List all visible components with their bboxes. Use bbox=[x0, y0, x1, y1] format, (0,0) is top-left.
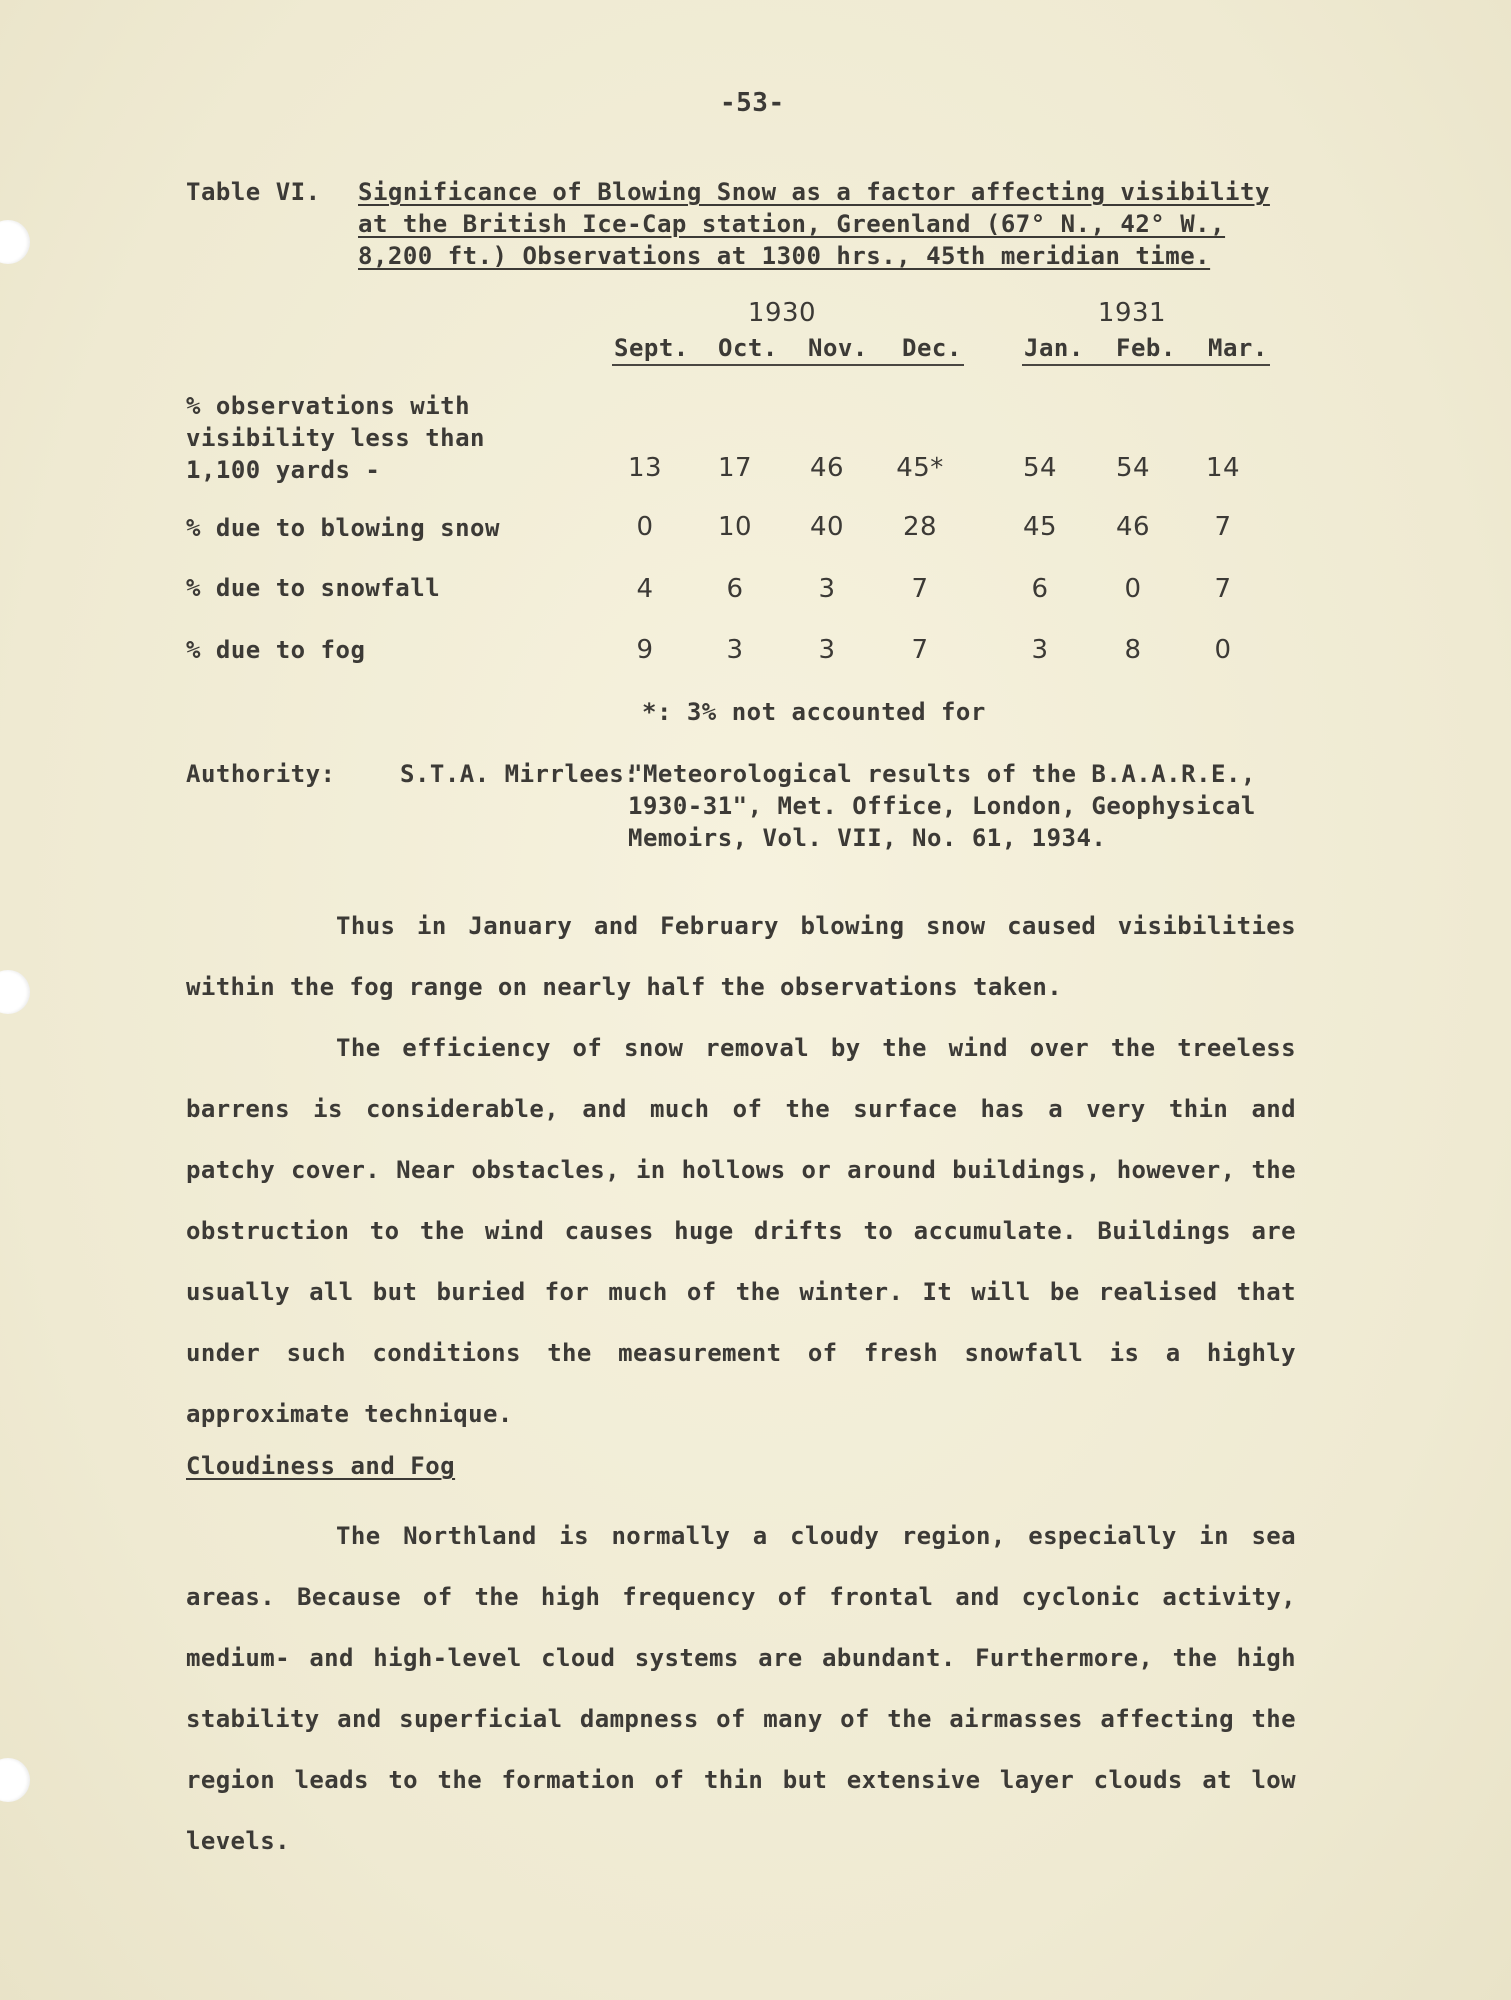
table-cell: 3 bbox=[1031, 635, 1049, 665]
authority-line: "Meteorological results of the B.A.A.R.E., bbox=[628, 760, 1256, 788]
month-header: Oct. bbox=[718, 334, 778, 362]
row-label: % observations with bbox=[186, 392, 471, 420]
table-cell: 6 bbox=[1031, 574, 1049, 604]
table-cell: 9 bbox=[636, 635, 654, 665]
table-cell: 7 bbox=[1214, 574, 1232, 604]
header-rule-1930 bbox=[612, 364, 964, 366]
table-label: Table VI. bbox=[186, 178, 321, 206]
table-cell: 46 bbox=[1115, 512, 1151, 542]
paragraph-text: The efficiency of snow removal by the wind over the treeless barrens is considerable, and much of the surface has a very thin and patchy cover. Near obstacles, in hollows or around buildings, however, the obstruction to the wind causes huge drifts to accumulate. Buildings are usually all but buried for much of the winter. It will be realised that under such conditions the measurement of fresh snowfall is a highly approximate technique. bbox=[186, 1034, 1296, 1428]
table-cell: 8 bbox=[1124, 635, 1142, 665]
table-cell: 7 bbox=[911, 574, 929, 604]
table-caption-line: at the British Ice-Cap station, Greenland (67° N., 42° W., bbox=[358, 210, 1226, 238]
table-cell: 45 bbox=[1022, 512, 1058, 542]
table-cell: 3 bbox=[818, 574, 836, 604]
row-label: 1,100 yards - bbox=[186, 456, 381, 484]
authority-author: S.T.A. Mirrlees: bbox=[400, 760, 640, 788]
authority-line: 1930-31", Met. Office, London, Geophysical bbox=[628, 792, 1256, 820]
table-cell: 14 bbox=[1205, 453, 1241, 483]
month-header: Mar. bbox=[1208, 334, 1268, 362]
month-header: Dec. bbox=[902, 334, 962, 362]
table-cell: 13 bbox=[627, 453, 663, 483]
table-caption-line: 8,200 ft.) Observations at 1300 hrs., 45th meridian time. bbox=[358, 242, 1211, 270]
table-cell: 46 bbox=[809, 453, 845, 483]
year-header-1930: 1930 bbox=[747, 298, 817, 328]
body-paragraph bbox=[186, 1018, 1296, 1445]
table-caption-line: Significance of Blowing Snow as a factor affecting visibility bbox=[358, 178, 1270, 206]
table-cell: 54 bbox=[1022, 453, 1058, 483]
row-label: % due to fog bbox=[186, 636, 366, 664]
table-cell: 0 bbox=[636, 512, 654, 542]
table-cell: 54 bbox=[1115, 453, 1151, 483]
punch-hole bbox=[0, 970, 30, 1014]
table-cell: 0 bbox=[1214, 635, 1232, 665]
table-cell: 3 bbox=[818, 635, 836, 665]
authority-label: Authority: bbox=[186, 760, 336, 788]
table-cell: 10 bbox=[717, 512, 753, 542]
authority-line: Memoirs, Vol. VII, No. 61, 1934. bbox=[628, 824, 1107, 852]
row-label: visibility less than bbox=[186, 424, 485, 452]
header-rule-1931 bbox=[1022, 364, 1270, 366]
punch-hole bbox=[0, 1758, 30, 1802]
month-header: Nov. bbox=[808, 334, 868, 362]
page-number: -53- bbox=[720, 88, 785, 118]
table-cell: 6 bbox=[726, 574, 744, 604]
table-footnote: *: 3% not accounted for bbox=[642, 698, 986, 726]
row-label: % due to snowfall bbox=[186, 574, 441, 602]
punch-hole bbox=[0, 220, 30, 264]
table-cell: 0 bbox=[1124, 574, 1142, 604]
table-cell: 4 bbox=[636, 574, 654, 604]
month-header: Jan. bbox=[1024, 334, 1084, 362]
body-paragraph bbox=[186, 1506, 1296, 1872]
table-cell: 3 bbox=[726, 635, 744, 665]
year-header-1931: 1931 bbox=[1097, 298, 1167, 328]
row-label: % due to blowing snow bbox=[186, 514, 500, 542]
section-heading: Cloudiness and Fog bbox=[186, 1452, 456, 1480]
table-cell: 7 bbox=[911, 635, 929, 665]
table-cell: 7 bbox=[1214, 512, 1232, 542]
table-cell: 45* bbox=[896, 453, 944, 483]
paragraph-text: The Northland is normally a cloudy region, especially in sea areas. Because of the high frequency of frontal and cyclonic activity, medium- and high-level cloud systems are abundant. Furthermore, the high stability and superficial dampness of many of the airmasses affecting the region leads to the formation of thin but extensive layer clouds at low levels. bbox=[186, 1522, 1296, 1855]
table-cell: 17 bbox=[717, 453, 753, 483]
table-cell: 28 bbox=[902, 512, 938, 542]
month-header: Feb. bbox=[1116, 334, 1176, 362]
month-header: Sept. bbox=[614, 334, 689, 362]
body-paragraph bbox=[186, 896, 1296, 1018]
table-cell: 40 bbox=[809, 512, 845, 542]
paragraph-text: Thus in January and February blowing snow caused visibilities within the fog range on nearly half the observations taken. bbox=[186, 912, 1296, 1001]
